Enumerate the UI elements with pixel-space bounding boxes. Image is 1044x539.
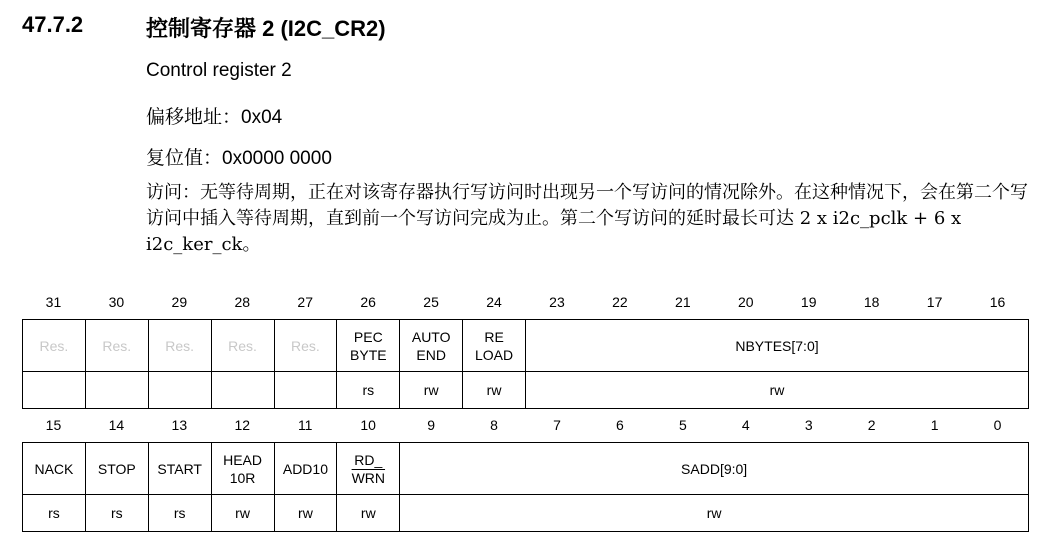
nbytes-field: NBYTES[7:0] bbox=[526, 320, 1029, 372]
bit-number: 18 bbox=[863, 294, 880, 310]
upper-field-row bbox=[23, 320, 1029, 372]
autoend-field bbox=[400, 320, 463, 372]
reset-value: 复位值：0x0000 0000 bbox=[146, 148, 332, 169]
access-cell: rs bbox=[85, 495, 148, 532]
bit-number: 8 bbox=[490, 417, 498, 433]
bit-number: 26 bbox=[360, 294, 376, 310]
lower-field-row bbox=[23, 443, 1029, 495]
access-cell bbox=[211, 372, 274, 409]
bit-number: 29 bbox=[171, 294, 188, 310]
section-title: 控制寄存器 2 (I2C_CR2) bbox=[146, 16, 386, 41]
access-cell: rw bbox=[463, 372, 526, 409]
rdwrn-field bbox=[337, 443, 400, 495]
access-cell: rw bbox=[274, 495, 337, 532]
field-name-line: HEAD bbox=[223, 451, 263, 468]
reserved-field: Res. bbox=[211, 320, 274, 372]
bit-number: 30 bbox=[108, 294, 125, 310]
head10r-field bbox=[211, 443, 274, 495]
upper-bit-numbers bbox=[22, 294, 1029, 314]
bit-number: 10 bbox=[360, 417, 376, 433]
field-name-line: PEC bbox=[353, 328, 383, 345]
access-cell: rs bbox=[148, 495, 211, 532]
bit-number: 20 bbox=[737, 294, 754, 310]
access-cell: rw bbox=[337, 495, 400, 532]
field-name-line: $\overline{WRN}$ bbox=[351, 469, 386, 486]
nack-field: NACK bbox=[23, 443, 86, 495]
sadd-field: SADD[9:0] bbox=[400, 443, 1029, 495]
field-name-line: LOAD bbox=[475, 346, 514, 363]
bit-number: 27 bbox=[297, 294, 313, 310]
field-name-line: RD_ bbox=[354, 451, 383, 468]
bit-number: 28 bbox=[234, 294, 251, 310]
access-cell: rs bbox=[337, 372, 400, 409]
bit-number: 16 bbox=[989, 294, 1006, 310]
field-name-line: RE bbox=[484, 328, 504, 345]
access-cell bbox=[274, 372, 337, 409]
field-name-line: AUTO bbox=[411, 328, 451, 345]
lower-bit-numbers bbox=[22, 417, 1029, 437]
bit-number: 11 bbox=[297, 417, 313, 433]
access-cell: rw bbox=[526, 372, 1029, 409]
access-cell: rs bbox=[23, 495, 86, 532]
bit-number: 13 bbox=[171, 417, 188, 433]
add10-field: ADD10 bbox=[274, 443, 337, 495]
start-field: START bbox=[148, 443, 211, 495]
access-note: 访问：无等待周期，正在对该寄存器执行写访问时出现另一个写访问的情况除外。在这种情况下，会在第二个写访问中插入等待周期，直到前一个写访问完成为止。第二个写访问的延时最长可达 2 x i2c_pclk + 6 x i2c_ker_ck。 bbox=[146, 182, 1028, 255]
field-name-line: BYTE bbox=[350, 346, 387, 363]
bit-number: 12 bbox=[234, 417, 251, 433]
bit-number: 21 bbox=[675, 294, 691, 310]
lower-access-row bbox=[23, 495, 1029, 532]
access-cell bbox=[23, 372, 86, 409]
bit-number: 24 bbox=[486, 294, 502, 310]
bit-number: 31 bbox=[45, 294, 62, 310]
bit-number: 6 bbox=[616, 417, 624, 433]
bit-number: 22 bbox=[612, 294, 628, 310]
reserved-field: Res. bbox=[85, 320, 148, 372]
pecbyte-field bbox=[337, 320, 400, 372]
bit-number: 9 bbox=[427, 417, 435, 433]
bit-number: 7 bbox=[553, 417, 561, 433]
reserved-field: Res. bbox=[274, 320, 337, 372]
register-subtitle: Control register 2 bbox=[146, 60, 292, 81]
offset-address: 偏移地址：0x04 bbox=[146, 107, 283, 128]
bit-number: 25 bbox=[423, 294, 439, 310]
reserved-field: Res. bbox=[148, 320, 211, 372]
bit-number: 2 bbox=[867, 417, 876, 433]
reserved-field: Res. bbox=[23, 320, 86, 372]
upper-register-table bbox=[22, 319, 1029, 409]
bit-number: 1 bbox=[930, 417, 939, 433]
section-number: 47.7.2 bbox=[22, 12, 84, 37]
access-cell: rw bbox=[211, 495, 274, 532]
stop-field: STOP bbox=[85, 443, 148, 495]
reload-field bbox=[463, 320, 526, 372]
bit-number: 5 bbox=[678, 417, 687, 433]
access-cell: rw bbox=[400, 372, 463, 409]
access-cell bbox=[148, 372, 211, 409]
bit-number: 14 bbox=[108, 417, 125, 433]
bit-number: 0 bbox=[993, 417, 1002, 433]
upper-access-row bbox=[23, 372, 1029, 409]
lower-register-table bbox=[22, 442, 1029, 532]
access-cell: rw bbox=[400, 495, 1029, 532]
bit-number: 19 bbox=[800, 294, 817, 310]
field-name-line: END bbox=[416, 346, 446, 363]
bit-number: 3 bbox=[804, 417, 813, 433]
bit-number: 17 bbox=[926, 294, 943, 310]
bit-number: 4 bbox=[741, 417, 750, 433]
access-cell bbox=[85, 372, 148, 409]
bit-number: 15 bbox=[45, 417, 62, 433]
field-name-line: 10R bbox=[229, 469, 256, 486]
bit-number: 23 bbox=[549, 294, 565, 310]
